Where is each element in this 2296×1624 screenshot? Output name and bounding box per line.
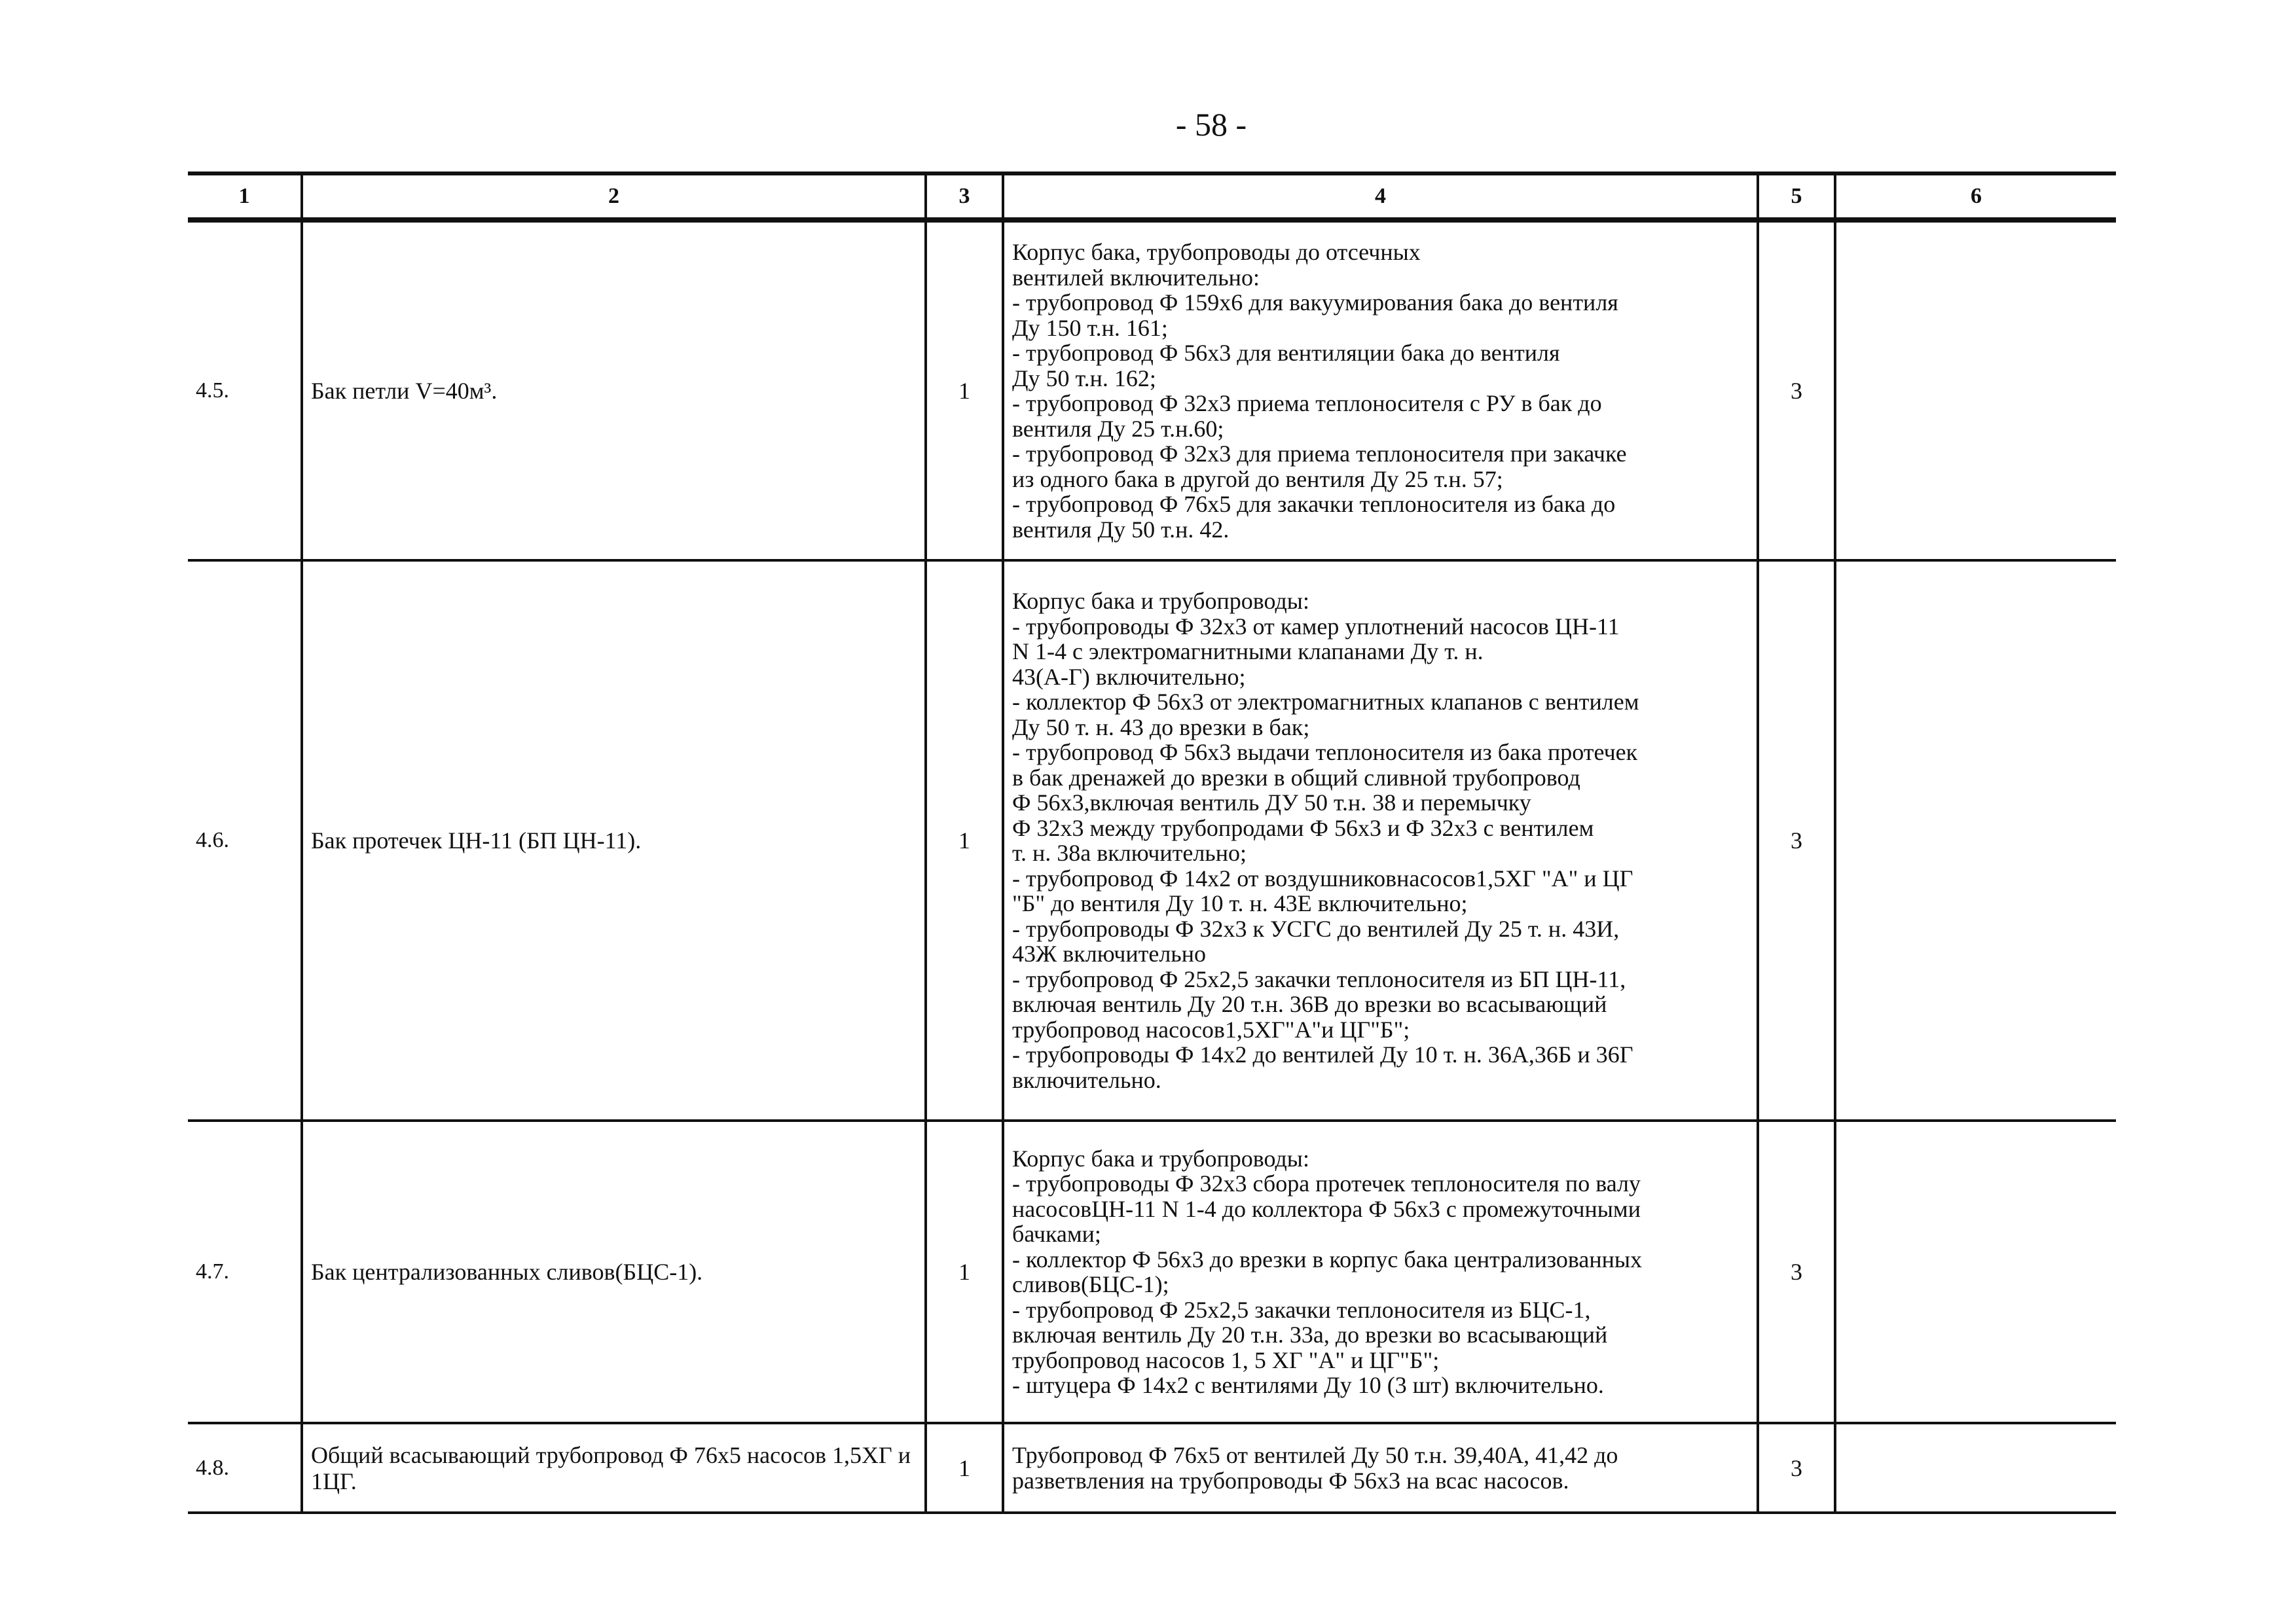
- item-category: 3: [1758, 220, 1835, 560]
- item-description: [1003, 1121, 1758, 1423]
- description-line: в бак дренажей до врезки в общий сливной трубопровод: [1012, 764, 1580, 791]
- description-line: - трубопроводы Ф 14х2 до вентилей Ду 10 т. н. 36А,36Б и 36Г: [1012, 1041, 1633, 1068]
- item-name: Бак протечек ЦН-11 (БП ЦН-11).: [302, 560, 926, 1121]
- description-line: - трубопровод Ф 32х3 для приема теплоносителя при закачке: [1012, 441, 1627, 467]
- description-line: включая вентиль Ду 20 т.н. 36В до врезки во всасывающий: [1012, 991, 1607, 1017]
- item-number: 4.6.: [188, 560, 302, 1121]
- table-row: [188, 560, 2116, 1121]
- description-line: сливов(БЦС-1);: [1012, 1271, 1169, 1297]
- item-name: Бак петли V=40м³.: [302, 220, 926, 560]
- item-number: 4.7.: [188, 1121, 302, 1423]
- item-category: 3: [1758, 1121, 1835, 1423]
- item-quantity: 1: [926, 1121, 1003, 1423]
- item-name: Бак централизованных сливов(БЦС-1).: [302, 1121, 926, 1423]
- table-header-row: [188, 173, 2116, 220]
- description-line: - трубопроводы Ф 32х3 от камер уплотнений насосов ЦН-11: [1012, 613, 1620, 640]
- description-line: - трубопровод Ф 159х6 для вакуумирования бака до вентиля: [1012, 289, 1618, 316]
- table-row: [188, 220, 2116, 560]
- column-header-2: 2: [302, 173, 926, 220]
- description-line: насосовЦН-11 N 1-4 до коллектора Ф 56х3 с промежуточными: [1012, 1195, 1641, 1222]
- description-line: включая вентиль Ду 20 т.н. 33а, до врезки во всасывающий: [1012, 1322, 1608, 1348]
- column-header-5: 5: [1758, 173, 1835, 220]
- column-header-4: 4: [1003, 173, 1758, 220]
- description-line: "Б" до вентиля Ду 10 т. н. 43Е включительно;: [1012, 890, 1468, 916]
- description-line: - трубопровод Ф 14х2 от воздушниковнасосов1,5ХГ "А" и ЦГ: [1012, 865, 1633, 892]
- item-notes: [1835, 1121, 2116, 1423]
- description-line: Ду 150 т.н. 161;: [1012, 314, 1168, 341]
- description-line: трубопровод насосов 1, 5 ХГ "А" и ЦГ"Б";: [1012, 1346, 1440, 1373]
- column-header-6: 6: [1835, 173, 2116, 220]
- item-notes: [1835, 560, 2116, 1121]
- description-line: N 1-4 с электромагнитными клапанами Ду т. н.: [1012, 638, 1484, 664]
- description-line: т. н. 38а включительно;: [1012, 840, 1247, 866]
- item-quantity: 1: [926, 220, 1003, 560]
- description-line: - штуцера Ф 14х2 с вентилями Ду 10 (3 шт) включительно.: [1012, 1372, 1604, 1398]
- description-line: Трубопровод Ф 76х5 от вентилей Ду 50 т.н. 39,40А, 41,42 до: [1012, 1442, 1618, 1468]
- description-line: Ду 50 т.н. 162;: [1012, 365, 1156, 391]
- description-line: из одного бака в другой до вентиля Ду 25 т.н. 57;: [1012, 465, 1503, 492]
- item-number: 4.8.: [188, 1423, 302, 1513]
- column-header-3: 3: [926, 173, 1003, 220]
- item-quantity: 1: [926, 560, 1003, 1121]
- description-line: - трубопровод Ф 25х2,5 закачки теплоносителя из БП ЦН-11,: [1012, 965, 1626, 992]
- description-line: - коллектор Ф 56х3 до врезки в корпус бака централизованных: [1012, 1246, 1643, 1272]
- description-line: вентилей включительно:: [1012, 264, 1260, 291]
- table-row: [188, 1121, 2116, 1423]
- item-description: [1003, 560, 1758, 1121]
- description-line: 43Ж включительно: [1012, 941, 1206, 967]
- column-header-1: 1: [188, 173, 302, 220]
- description-line: 43(А-Г) включительно;: [1012, 663, 1246, 690]
- item-name: Общий всасывающий трубопровод Ф 76х5 насосов 1,5ХГ и 1ЦГ.: [302, 1423, 926, 1513]
- item-notes: [1835, 1423, 2116, 1513]
- description-line: включительно.: [1012, 1066, 1161, 1093]
- specification-table: [188, 171, 2116, 1514]
- description-line: Ф 56х3,включая вентиль ДУ 50 т.н. 38 и перемычку: [1012, 789, 1531, 816]
- description-line: Корпус бака и трубопроводы:: [1012, 1145, 1309, 1172]
- item-notes: [1835, 220, 2116, 560]
- description-line: - трубопровод Ф 76х5 для закачки теплоносителя из бака до: [1012, 491, 1616, 517]
- description-line: Ф 32х3 между трубопродами Ф 56х3 и Ф 32х3 с вентилем: [1012, 814, 1594, 841]
- description-line: - трубопровод Ф 56х3 выдачи теплоносителя из бака протечек: [1012, 739, 1638, 765]
- description-line: вентиля Ду 25 т.н.60;: [1012, 415, 1224, 442]
- description-line: - трубопровод Ф 32х3 приема теплоносителя с РУ в бак до: [1012, 390, 1602, 416]
- item-number: 4.5.: [188, 220, 302, 560]
- item-category: 3: [1758, 1423, 1835, 1513]
- item-quantity: 1: [926, 1423, 1003, 1513]
- description-line: - трубопровод Ф 56х3 для вентиляции бака до вентиля: [1012, 340, 1560, 366]
- description-line: вентиля Ду 50 т.н. 42.: [1012, 516, 1230, 543]
- description-line: - трубопроводы Ф 32х3 к УСГС до вентилей Ду 25 т. н. 43И,: [1012, 915, 1620, 942]
- item-description: [1003, 220, 1758, 560]
- description-line: Ду 50 т. н. 43 до врезки в бак;: [1012, 713, 1310, 740]
- description-line: разветвления на трубопроводы Ф 56х3 на всас насосов.: [1012, 1467, 1569, 1494]
- item-category: 3: [1758, 560, 1835, 1121]
- description-line: бачками;: [1012, 1221, 1101, 1247]
- description-line: Корпус бака и трубопроводы:: [1012, 588, 1309, 614]
- description-line: трубопровод насосов1,5ХГ"А"и ЦГ"Б";: [1012, 1016, 1410, 1043]
- description-line: Корпус бака, трубопроводы до отсечных: [1012, 239, 1421, 265]
- table-row: [188, 1423, 2116, 1513]
- description-line: - трубопроводы Ф 32х3 сбора протечек теплоносителя по валу: [1012, 1170, 1641, 1197]
- page-number: - 58 -: [1175, 106, 1247, 143]
- description-line: - коллектор Ф 56х3 от электромагнитных клапанов с вентилем: [1012, 689, 1639, 715]
- item-description: [1003, 1423, 1758, 1513]
- description-line: - трубопровод Ф 25х2,5 закачки теплоносителя из БЦС-1,: [1012, 1296, 1591, 1323]
